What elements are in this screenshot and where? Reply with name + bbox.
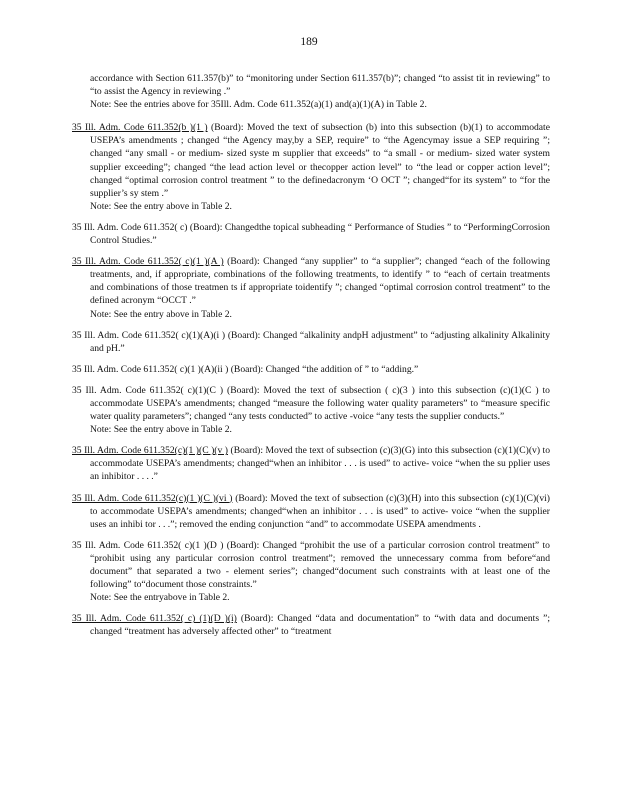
section-reference: 35 Ill. Adm. Code 611.352( c) (1)(D )(i)	[72, 613, 237, 625]
section-reference: 35 Ill. Adm. Code 611.352(c)(1 )(C )(v )	[72, 445, 228, 457]
entry-text: (Board): Changed “the addition of ” to “adding.”	[230, 363, 419, 375]
entry-text: (Board): Changed “alkalinity andpH adjustment” to “adjusting alkalinity Alkalinity and pH.”	[90, 329, 550, 354]
entry-611-352-b-1	[72, 121, 550, 213]
section-reference: 35 Ill. Adm. Code 611.352( c)(1)(A)(i )	[72, 329, 226, 341]
section-reference: 35 Ill. Adm. Code 611.352( c)(1 )(A )	[72, 256, 224, 268]
section-reference: 35 Ill. Adm. Code 611.352(b )(1 )	[72, 122, 208, 134]
entry-text: (Board): Changedthe topical subheading “ Performance of Studies ” to “PerformingCorrosion Control Studies.”	[90, 221, 550, 247]
entry-text: (Board): Moved the text of subsection (c)(3)(G) into this subsection (c)(1)(C)(v) to accommodate USEPA’s amendments; changed“when an inhibitor . . . is used” to active- voice “when the su pplier uses an inhibitor . . . .”	[90, 445, 551, 483]
section-reference: 35 Ill. Adm. Code 611.352( c)(1 )(D )	[72, 539, 224, 551]
entry-text: (Board): Moved the text of subsection ( c)(3 ) into this subsection (c)(1)(C ) to accommodate USEPA’s amendments; changed “measure the following water quality parameters” to “measure specific water quality parameters”; changed “any tests conducted” to active -voice “any tests the supplier conducts.”	[90, 384, 550, 423]
entry-note: Note: See the entryabove in Table 2.	[90, 592, 230, 604]
section-reference: 35 Ill. Adm. Code 611.352( c)	[72, 221, 188, 233]
continuation-block	[72, 72, 550, 111]
entry-611-352-c-1-d	[72, 539, 550, 604]
continuation-note: Note: See the entries above for 35Ill. Adm. Code 611.352(a)(1) and(a)(1)(A) in Table 2.	[90, 99, 427, 111]
document-body	[72, 72, 550, 646]
entry-611-352-c-1-d-i	[72, 612, 550, 638]
entry-611-352-c-1-a-ii	[72, 363, 550, 376]
entry-note: Note: See the entry above in Table 2.	[90, 200, 232, 212]
entry-text: (Board): Changed “data and documentation” to “with data and documents ”; changed “treatment has adversely affected other” to “treatment	[90, 613, 551, 638]
entry-note: Note: See the entry above in Table 2.	[90, 424, 232, 436]
page-number: 189	[300, 36, 318, 48]
entry-611-352-c-1-a-i	[72, 329, 550, 355]
entry-611-352-c-1-c-vi	[72, 492, 550, 531]
entry-611-352-c-1-c	[72, 384, 550, 436]
entry-611-352-c-1-a	[72, 255, 550, 320]
entry-note: Note: See the entry above in Table 2.	[90, 308, 232, 320]
entry-text: (Board): Moved the text of subsection (c)(3)(H) into this subsection (c)(1)(C)(vi) to accommodate USEPA’s amendments; changed“when an inhibitor . . . is used” to active- voice “when the supplier uses an inhibi tor . . .”; removed the ending conjunction “and” to accommodate USEPA amendments .	[90, 492, 550, 530]
section-reference: 35 Ill. Adm. Code 611.352(c)(1 )(C )(vi )	[72, 492, 233, 504]
entry-text: (Board): Moved the text of subsection (b) into this subsection (b)(1) to accommodate USEPA’s amendments ; changed “the Agency may,by a SEP, require” to “the Agencymay issue a SEP requiring ”; changed “any small - or medium- sized syste m supplier that exceeds” to “a small - or medium- sized water system supplier exceeding”; changed “the lead action level or thecopper action level” to “the lead or copper action level”; changed “optimal corrosion control treatment ” to the definedacronym ‘O OCT ”; changed“for its system” to “for the supplier’s sy stem .”	[90, 122, 550, 199]
entry-611-352-c	[72, 221, 550, 247]
section-reference: 35 Ill. Adm. Code 611.352( c)(1 )(A)(ii )	[72, 363, 229, 375]
entry-text: (Board): Changed “prohibit the use of a particular corrosion control treatment” to “prohibit using any particular corrosion control treatment”; removed the unnecessary comma from before“and document” that separated a two - element series”; changed“document such constraints with at least one of the following” to“document those constraints.”	[90, 539, 550, 591]
entry-611-352-c-1-c-v	[72, 444, 550, 483]
continuation-text: accordance with Section 611.357(b)” to “monitoring under Section 611.357(b)”; changed “to assist tit in reviewing” to “to assist the Agency in reviewing .”	[90, 73, 550, 98]
section-reference: 35 Ill. Adm. Code 611.352( c)(1)(C )	[72, 384, 224, 396]
entry-text: (Board): Changed “any supplier” to “a supplier”; changed “each of the following treatments, and, if appropriate, combinations of the following treatments, to identify ” to “each of certain treatments and combinations of those treatmen ts if appropriate toidentify ”; changed “optimal corrosion control treatment” to the defined acronym “OCCT .”	[90, 256, 551, 307]
